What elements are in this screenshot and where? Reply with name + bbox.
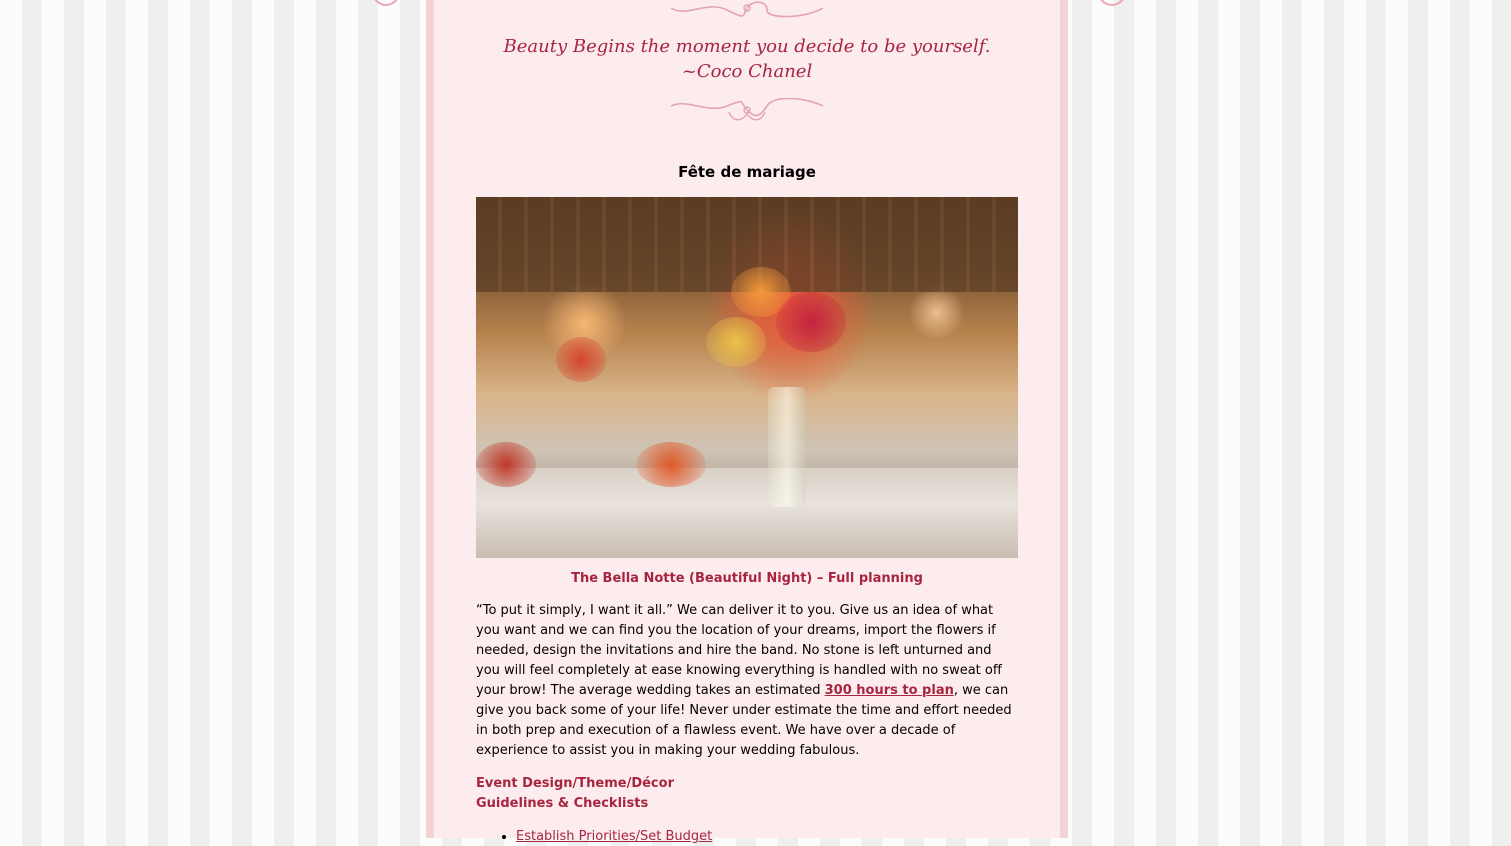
section-title: Fête de mariage xyxy=(678,163,816,181)
photo-bloom xyxy=(776,292,846,352)
event-design-link[interactable]: Event Design/Theme/Décor xyxy=(476,776,674,791)
quote-text: Beauty Begins the moment you decide to be yourself. xyxy=(503,36,991,57)
photo-bloom xyxy=(706,317,766,367)
right-corner-ornament xyxy=(1098,0,1126,6)
quote-author: ~Coco Chanel xyxy=(681,61,813,82)
list-item[interactable] xyxy=(516,828,712,846)
left-corner-ornament xyxy=(372,0,400,6)
top-flourish-icon xyxy=(667,0,827,18)
service-description xyxy=(476,601,1018,761)
photo-caption: The Bella Notte (Beautiful Night) – Full planning xyxy=(571,571,923,586)
photo-bloom xyxy=(556,337,606,382)
quote-block xyxy=(434,34,1060,84)
list-item-label: Establish Priorities/Set Budget xyxy=(516,829,713,844)
photo-bloom xyxy=(476,442,536,487)
bottom-flourish-icon xyxy=(667,98,827,126)
hours-to-plan-link[interactable]: 300 hours to plan xyxy=(824,683,954,698)
service-links xyxy=(476,774,674,814)
photo-table xyxy=(476,468,1018,558)
content-column xyxy=(426,0,1068,844)
wedding-reception-photo xyxy=(476,197,1018,558)
description-text-end: , we can give you back some of your life! Never under estimate the time and effort needed in both prep and execution of a flawless event. We have over a decade of experience to assist you in making your wedding fabulous. xyxy=(476,683,1012,758)
description-text-start: “To put it simply, I want it all.” We can deliver it to you. Give us an idea of what you want and we can find you the location of your dreams, import the flowers if needed, design the invitations and hire the band. No stone is left unturned and you will feel completely at ease knowing everything is handled with no sweat off your brow! The average wedding takes an estimated xyxy=(476,603,1002,698)
photo-bloom xyxy=(636,442,706,487)
checklist-list xyxy=(476,828,712,846)
photo-vase xyxy=(768,387,806,507)
guidelines-checklists-link[interactable]: Guidelines & Checklists xyxy=(476,796,649,811)
